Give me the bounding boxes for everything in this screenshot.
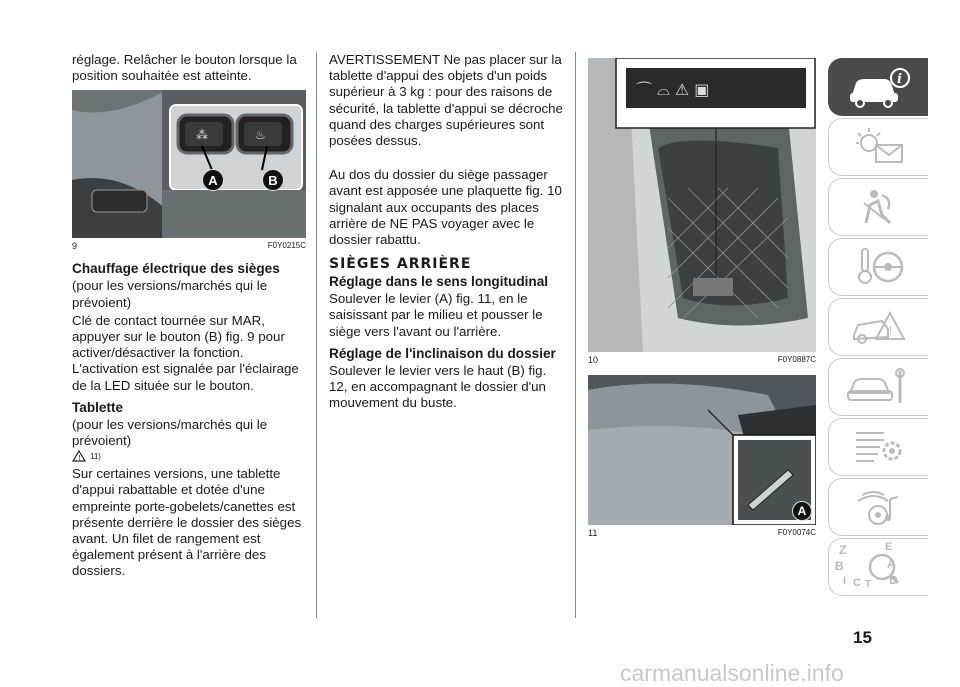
- right-column: [588, 58, 816, 548]
- figure-9-image: [72, 90, 306, 238]
- rear-seat-lever-illustration: [588, 375, 816, 525]
- figure-11-image: [588, 375, 816, 525]
- svg-text:i: i: [896, 72, 902, 87]
- tablette-versions: (pour les versions/marchés qui le prévoient): [72, 416, 268, 449]
- svg-text:♨: ♨: [255, 128, 266, 143]
- heading-inclinaison: Réglage de l'inclinaison du dossier: [329, 345, 556, 361]
- figure-number: 11: [588, 528, 598, 538]
- figure-code: F0Y0074C: [777, 528, 816, 537]
- figure-code: F0Y0215C: [267, 241, 306, 251]
- figure-code: F0Y0887C: [777, 355, 816, 364]
- tab-car-info[interactable]: [828, 58, 928, 116]
- figure-number: 10: [588, 355, 599, 365]
- inclinaison-text: Soulever le levier vers le haut (B) fig. 12, en accompagnant le dossier d'un mouvement du buste.: [329, 362, 547, 411]
- column-divider: [316, 52, 317, 618]
- index-letter: E: [885, 541, 893, 553]
- multimedia-icon: [844, 485, 914, 529]
- maintenance-icon: [844, 365, 914, 409]
- longitudinal-text: Soulever le levier (A) fig. 11, en le saisissant par le milieu et pousser le siège vers l'avant ou l'arrière.: [329, 291, 543, 339]
- page-number: 15: [853, 628, 872, 647]
- tablette-text: Sur certaines versions, une tablette d'appui rabattable et dotée d'une empreinte porte-gobelets/canettes est présente derrière le dossier des sièges avant. Un filet de rangement est également présent à l'arrière des dossiers.: [72, 466, 302, 579]
- tab-warning-lights[interactable]: [828, 118, 928, 176]
- chauffage-versions: (pour les versions/marchés qui le prévoient): [72, 278, 268, 310]
- tab-index[interactable]: [828, 538, 928, 596]
- svg-text:⁂: ⁂: [196, 128, 208, 143]
- warning-number: 11): [90, 451, 101, 461]
- plaquette-text: Au dos du dossier du siège passager avant est apposée une plaquette fig. 10 signalant aux occupants des places arrière de NE PAS voyager avec le dossier rabattu.: [329, 167, 562, 248]
- svg-text:!: !: [78, 454, 81, 463]
- chapter-tabs: [828, 58, 928, 598]
- figure-10-caption: [588, 355, 816, 365]
- index-letter: A: [887, 557, 896, 571]
- index-letter: I: [843, 575, 847, 587]
- label-a: A: [202, 169, 224, 191]
- label-a: A: [792, 501, 812, 521]
- label-b: B: [262, 169, 284, 191]
- index-letter: B: [835, 559, 844, 573]
- heading-longitudinal: Réglage dans le sens longitudinal: [329, 274, 549, 290]
- index-letter: D: [889, 573, 898, 587]
- chauffage-text: Clé de contact tournée sur MAR, appuyer sur le bouton (B) fig. 9 pour activer/désactiver la fonction. L'activation est signalée par l'éclairage de la LED située sur le bouton.: [72, 312, 299, 393]
- emergency-icon: [844, 305, 914, 349]
- svg-text:!: !: [887, 324, 893, 338]
- specs-icon: [844, 425, 914, 469]
- tab-emergency[interactable]: [828, 298, 928, 356]
- tab-steering[interactable]: [828, 238, 928, 296]
- car-info-icon: [844, 65, 914, 109]
- tab-multimedia[interactable]: [828, 478, 928, 536]
- figure-10-image: [588, 58, 816, 352]
- middle-column: [329, 52, 565, 417]
- seat-buttons-illustration: [72, 90, 306, 238]
- warning-reference: [72, 450, 306, 462]
- figure-number: 9: [72, 241, 78, 252]
- index-letter: Z: [839, 543, 847, 557]
- warning-lights-icon: [844, 125, 914, 169]
- index-letter: C: [853, 577, 861, 589]
- tab-specs[interactable]: [828, 418, 928, 476]
- left-column: [72, 52, 306, 586]
- tab-airbag[interactable]: [828, 178, 928, 236]
- figure-9-caption: [72, 241, 306, 251]
- intro-text: réglage. Relâcher le bouton lorsque la position souhaitée est atteinte.: [72, 52, 297, 84]
- column-divider: [575, 52, 576, 618]
- steering-icon: [844, 245, 914, 289]
- heading-tablette: Tablette: [72, 399, 124, 415]
- svg-text:⌒ ⌓ ⚠ ▣: ⌒ ⌓ ⚠ ▣: [636, 80, 710, 99]
- watermark: carmanualsonline.info: [620, 660, 844, 686]
- avertissement-text: AVERTISSEMENT Ne pas placer sur la tablette d'appui des objets d'un poids supérieur à 3 kg : pour des raisons de sécurité, la tablette d'appui se décroche quand des charges supérieures sont posées dessus.: [329, 52, 563, 149]
- heading-sieges-arriere: SIÈGES ARRIÈRE: [329, 256, 472, 273]
- tab-maintenance[interactable]: [828, 358, 928, 416]
- heading-chauffage: Chauffage électrique des sièges: [72, 261, 280, 277]
- warning-triangle-icon: [72, 450, 86, 462]
- airbag-icon: [844, 185, 914, 229]
- figure-11-caption: [588, 528, 816, 538]
- seatback-label-illustration: [588, 58, 816, 352]
- index-letter: T: [865, 579, 872, 590]
